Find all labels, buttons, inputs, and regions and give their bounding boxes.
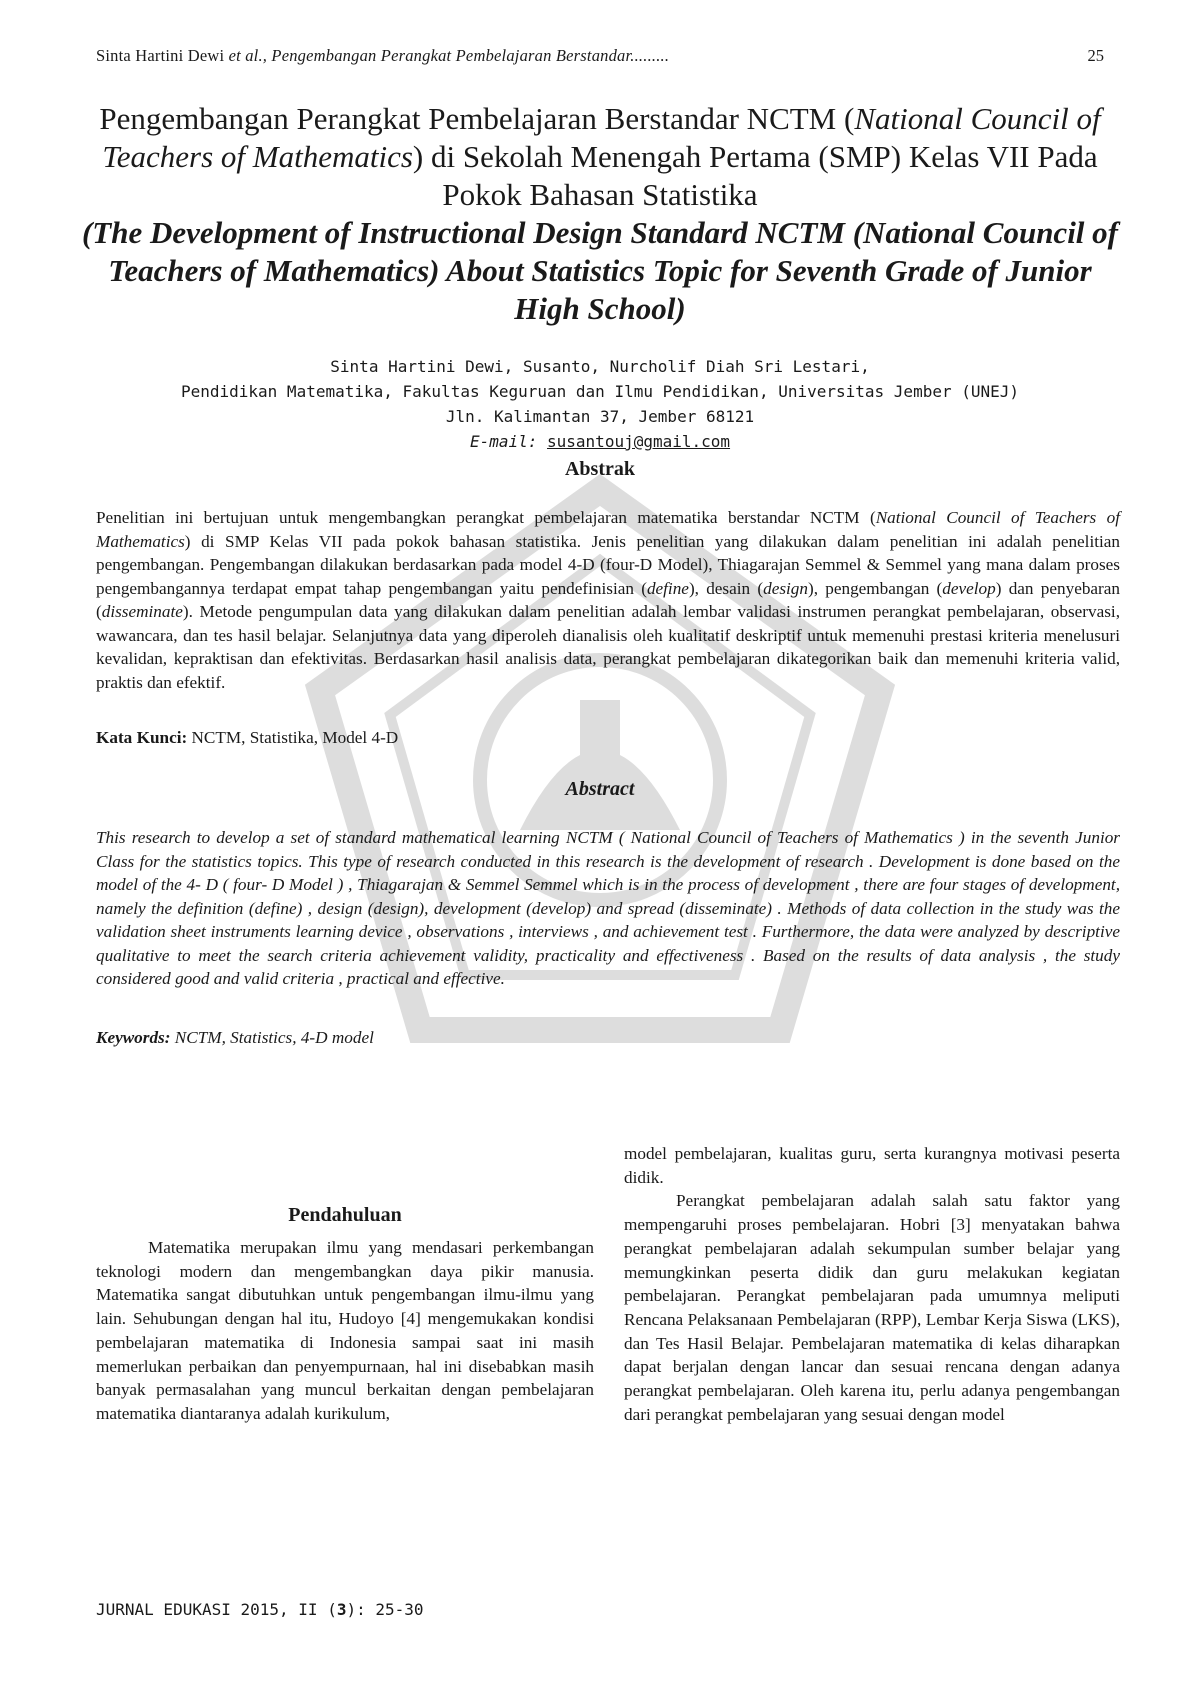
abstrak-segment: ) di SMP Kelas VII pada pokok bahasan statistika. Jenis penelitian yang dilakukan dalam penelitian ini adalah penelitian pengembangan. Pengembangan dilakukan berdasarkan pada model 4-D (four-D Model), Thiagarajan Semmel & Semmel yang mana dalam proses pengembangannya terdapat empat tahap pengembangan yaitu pendefinisian ( [96, 531, 1120, 598]
abstract-body: This research to develop a set of standard mathematical learning NCTM ( National Council of Teachers of Mathematics ) in the seventh Junior Class for the statistics topics. This type of research conducted in this research is the development of research . Development is done based on the model of the 4- D ( four- D Model ) , Thiagarajan & Semmel Semmel which is in the process of development , there are four stages of development, namely the definition (define) , design (design), development (develop) and spread (disseminate) . Methods of data collection in the study was the validation sheet instruments learning device , observations , interviews , and achievement test . Furthermore, the data were analyzed by descriptive qualitative to meet the search criteria achievement validity, practicality and effectiveness . Based on the results of data analysis , the study considered good and valid criteria , practical and effective. [96, 828, 1120, 988]
keywords [96, 1028, 374, 1048]
keywords-values: NCTM, Statistics, 4-D model [170, 1028, 374, 1047]
body-column-left [96, 1236, 594, 1426]
abstrak-segment: ), desain ( [688, 578, 764, 598]
email-link[interactable]: susantouj@gmail.com [547, 432, 731, 451]
abstrak-segment: define [646, 578, 689, 598]
pendahuluan-heading: Pendahuluan [288, 1204, 402, 1226]
paragraph-left: Matematika merupakan ilmu yang mendasari perkembangan teknologi modern dan mengembangkan daya pikir manusia. Matematika sangat dibutuhkan untuk pengembangan ilmu-ilmu yang lain. Sehubungan dengan hal itu, Hudoyo [4] mengemukakan kondisi pembelajaran matematika di Indonesia sampai saat ini masih memerlukan perbaikan dan penyempurnaan, hal ini disebabkan masih banyak permasalahan yang muncul berkaitan dengan pembelajaran matematika diantaranya adalah kurikulum, [96, 1238, 594, 1423]
kata-kunci-label: Kata Kunci: [96, 728, 188, 747]
address: Jln. Kalimantan 37, Jember 68121 [445, 407, 755, 426]
abstrak-segment: ) dan penyebaran ( [96, 578, 1120, 621]
abstrak-segment: disseminate [101, 602, 183, 621]
page-number: 25 [1087, 46, 1104, 65]
body-column-right [624, 1142, 1120, 1426]
abstrak-body [96, 506, 1120, 694]
paragraph-right: Perangkat pembelajaran adalah salah satu faktor yang mempengaruhi proses pembelajaran. Hobri [3] menyatakan bahwa perangkat pembelajaran adalah sekumpulan sumber belajar yang memungkinkan peserta didik dan guru melakukan kegiatan pembelajaran. Perangkat pembelajaran pada umumnya meliputi Rencana Pelaksanaan Pembelajaran (RPP), Lembar Kerja Siswa (LKS), dan Tes Hasil Belajar. Pembelajaran matematika di kelas diharapkan dapat berjalan dengan lancar dan sesuai rencana dengan adanya perangkat pembelajaran. Oleh karena itu, perlu adanya pengembangan dari perangkat pembelajaran yang sesuai dengan model [624, 1191, 1120, 1424]
affiliation: Pendidikan Matematika, Fakultas Keguruan dan Ilmu Pendidikan, Universitas Jember (UNEJ) [180, 382, 1020, 401]
kata-kunci [96, 728, 398, 748]
running-header-title: Sinta Hartini Dewi et al., Pengembangan Perangkat Pembelajaran Berstandar......... [96, 46, 670, 65]
email-label: E-mail: [469, 432, 538, 451]
email-line [80, 429, 1120, 454]
author-names: Sinta Hartini Dewi, Susanto, Nurcholif Diah Sri Lestari, [330, 357, 870, 376]
journal-footer: JURNAL EDUKASI 2015, II (3): 25-30 [96, 1600, 424, 1619]
title-block [80, 100, 1120, 328]
abstrak-segment: design [763, 578, 808, 598]
title-indonesian: Pengembangan Perangkat Pembelajaran Berstandar NCTM (National Council of Teachers of Mathematics) di Sekolah Menengah Pertama (SMP) Kelas VII Pada Pokok Bahasan Statistika [99, 101, 1101, 212]
abstrak-segment: National Council of Teachers of Mathematics [96, 508, 1120, 551]
footer-issue: 3 [336, 1600, 347, 1619]
running-header [96, 46, 1104, 70]
kata-kunci-values: NCTM, Statistika, Model 4-D [187, 728, 399, 747]
abstract-heading: Abstract [565, 778, 635, 800]
abstrak-segment: develop [942, 578, 996, 598]
abstrak-segment: ), pengembangan ( [807, 578, 943, 598]
title-english: (The Development of Instructional Design Standard NCTM (National Council of Teachers of Mathematics) About Statistics Topic for Seventh Grade of Junior High School) [81, 215, 1118, 326]
abstrak-heading: Abstrak [564, 458, 635, 480]
abstrak-segment: ). Metode pengumpulan data yang dilakukan dalam penelitian adalah lembar validasi instrumen perangkat pembelajaran, observasi, wawancara, dan tes hasil belajar. Selanjutnya data yang diperoleh dianalisis oleh kualitatif deskriptif untuk memenuhi prestasi kriteria menelusuri kevalidan, kepraktisan dan efektivitas. Berdasarkan hasil analisis data, perangkat pembelajaran dikategorikan baik dan memenuhi kriteria valid, praktis dan efektif. [96, 602, 1120, 692]
abstrak-segment: Penelitian ini bertujuan untuk mengembangkan perangkat pembelajaran matematika berstandar NCTM ( [96, 508, 876, 527]
keywords-label: Keywords: [96, 1028, 171, 1047]
author-block [80, 354, 1120, 454]
paragraph-right-continuation: model pembelajaran, kualitas guru, serta kurangnya motivasi peserta didik. [624, 1144, 1120, 1187]
